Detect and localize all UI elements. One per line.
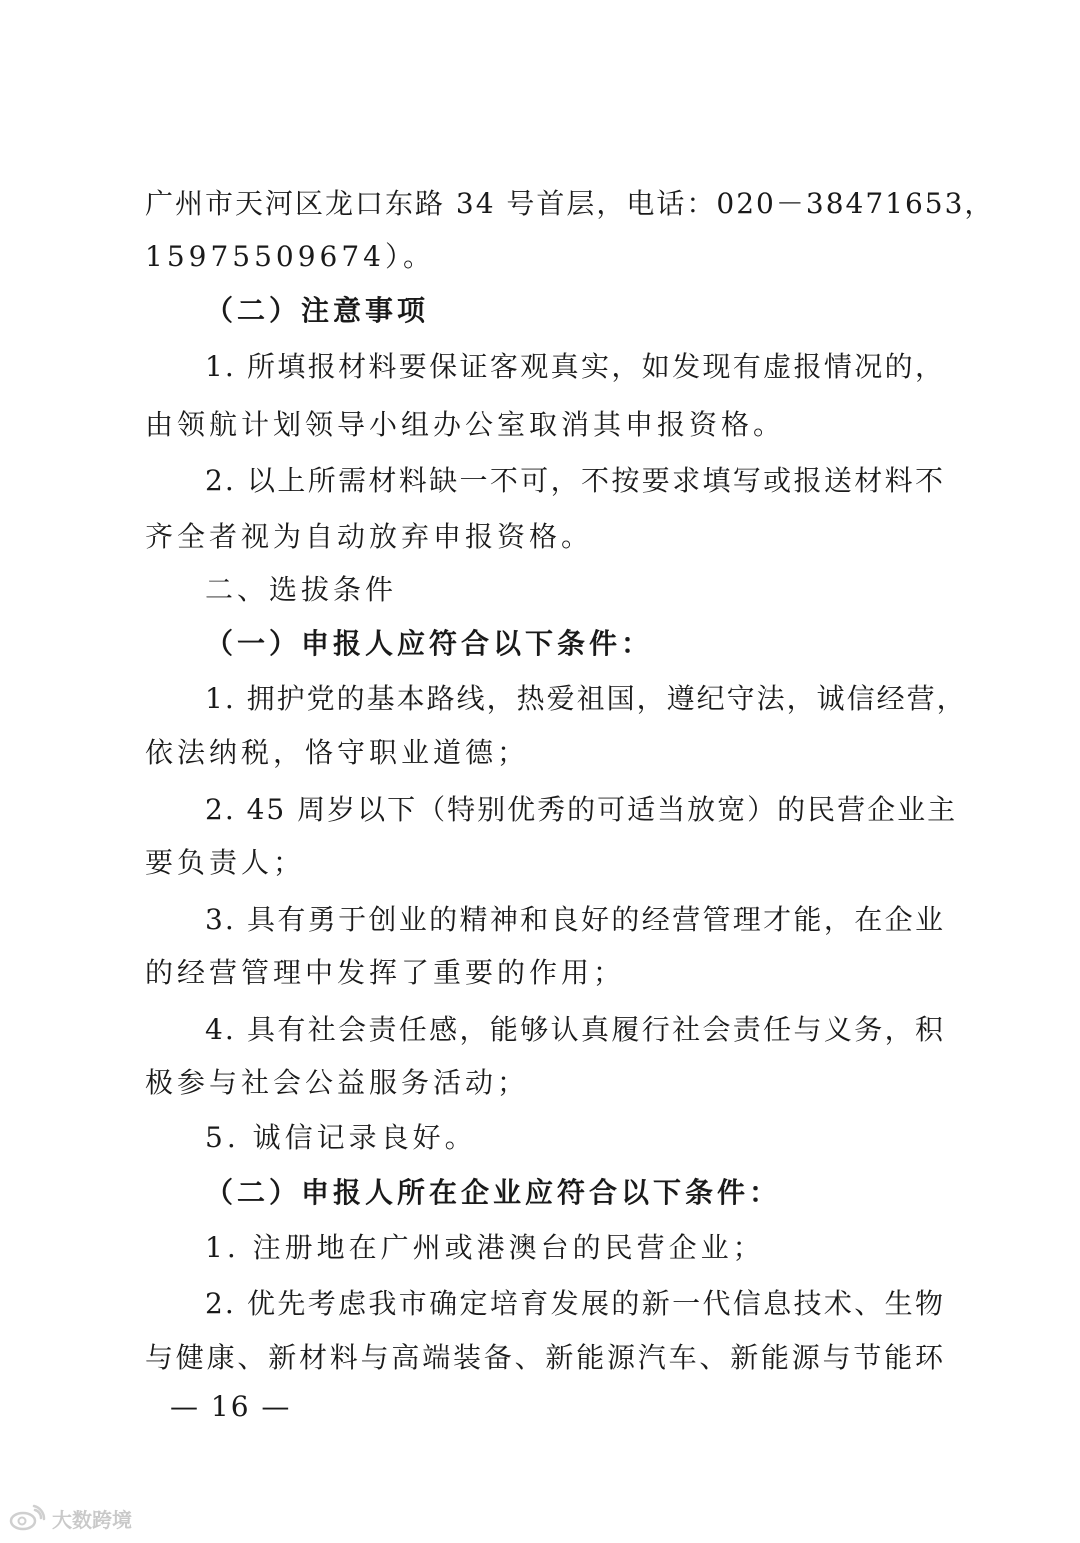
page-number: — 16 — bbox=[170, 1390, 292, 1423]
applicant-condition-4: 4. 具有社会责任感，能够认真履行社会责任与义务，积 bbox=[205, 1013, 945, 1046]
section-heading-selection: 二、选拔条件 bbox=[205, 573, 398, 606]
weibo-logo-icon bbox=[8, 1504, 46, 1532]
paragraph-address-continuation: 15975509674）。 bbox=[145, 240, 435, 273]
paragraph-address-line: 广州市天河区龙口东路 34 号首层，电话：020－38471653， bbox=[145, 187, 995, 220]
applicant-condition-1: 1. 拥护党的基本路线，热爱祖国，遵纪守法，诚信经营， bbox=[205, 682, 967, 715]
company-condition-2-continuation: 与健康、新材料与高端装备、新能源汽车、新能源与节能环 bbox=[145, 1341, 945, 1374]
watermark-text: 大数跨境 bbox=[52, 1507, 132, 1532]
subsection-heading-company: （二）申报人所在企业应符合以下条件： bbox=[205, 1176, 782, 1209]
applicant-condition-5: 5. 诚信记录良好。 bbox=[205, 1121, 477, 1154]
note-item-2-continuation: 齐全者视为自动放弃申报资格。 bbox=[145, 520, 594, 553]
applicant-condition-1-continuation: 依法纳税，恪守职业道德； bbox=[145, 736, 530, 769]
watermark bbox=[8, 1503, 132, 1533]
applicant-condition-2: 2. 45 周岁以下（特别优秀的可适当放宽）的民营企业主 bbox=[205, 793, 958, 826]
note-item-1: 1. 所填报材料要保证客观真实，如发现有虚报情况的， bbox=[205, 350, 945, 383]
applicant-condition-3-continuation: 的经营管理中发挥了重要的作用； bbox=[145, 956, 626, 989]
company-condition-2: 2. 优先考虑我市确定培育发展的新一代信息技术、生物 bbox=[205, 1287, 945, 1320]
applicant-condition-2-continuation: 要负责人； bbox=[145, 846, 306, 879]
company-condition-1: 1. 注册地在广州或港澳台的民营企业； bbox=[205, 1231, 765, 1264]
note-item-1-continuation: 由领航计划领导小组办公室取消其申报资格。 bbox=[145, 408, 786, 441]
applicant-condition-4-continuation: 极参与社会公益服务活动； bbox=[145, 1066, 530, 1099]
subsection-heading-applicant: （一）申报人应符合以下条件： bbox=[205, 627, 654, 660]
section-heading-notes: （二）注意事项 bbox=[205, 294, 430, 327]
note-item-2: 2. 以上所需材料缺一不可，不按要求填写或报送材料不 bbox=[205, 464, 945, 497]
applicant-condition-3: 3. 具有勇于创业的精神和良好的经营管理才能，在企业 bbox=[205, 903, 945, 936]
